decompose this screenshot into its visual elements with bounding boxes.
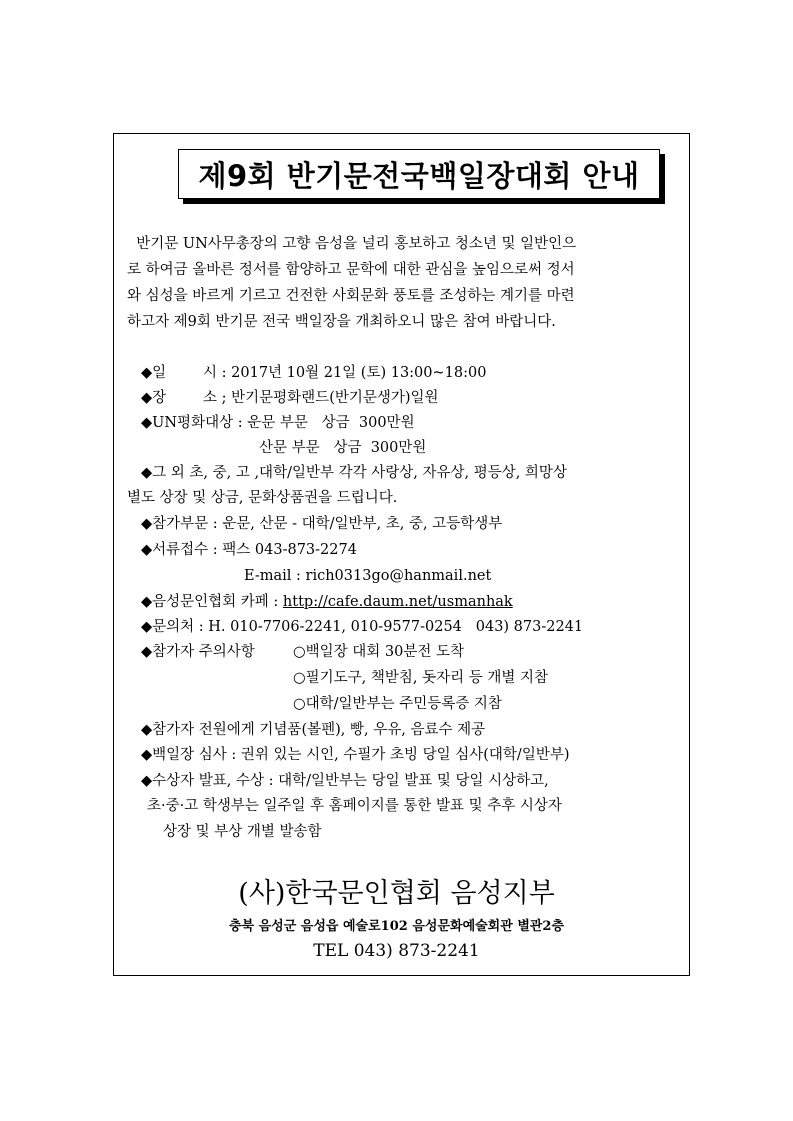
judging-line: ◆백일장 심사 : 권위 있는 시인, 수필가 초빙 당일 심사(대학/일반부) — [141, 747, 570, 763]
categories-line: ◆참가부문 : 운문, 산문 - 대학/일반부, 초, 중, 고등학생부 — [141, 516, 503, 532]
prize-other-line-2: 별도 상장 및 상금, 문화상품권을 드립니다. — [127, 490, 398, 506]
note-item: ○백일장 대회 30분전 도착 — [293, 644, 464, 660]
place-line: ◆장 소 ; 반기문평화랜드(반기문생가)일원 — [141, 390, 439, 406]
intro-line: 반기문 UN사무총장의 고향 음성을 널리 홍보하고 청소년 및 일반인으 — [127, 236, 577, 252]
date-line: ◆일 시 : 2017년 10월 21일 (토) 13:00~18:00 — [141, 365, 487, 381]
organization-tel: TEL 043) 873-2241 — [313, 941, 480, 961]
cafe-line — [141, 592, 513, 612]
prize-other-line: ◆그 외 초, 중, 고 ,대학/일반부 각각 사랑상, 자유상, 평등상, 희망상 — [141, 465, 567, 481]
organization-name: (사)한국문인협회 음성지부 — [238, 878, 555, 909]
intro-line: 하고자 제9회 반기문 전국 백일장을 개최하오니 많은 참여 바랍니다. — [127, 314, 556, 330]
awards-line-2: 초·중·고 학생부는 일주일 후 홈페이지를 통한 발표 및 추후 시상자 — [147, 798, 562, 814]
note-item: ○필기도구, 책받침, 돗자리 등 개별 지참 — [293, 670, 549, 686]
cafe-label: ◆음성문인협회 카페 : — [141, 594, 283, 610]
organization-address: 충북 음성군 음성읍 예술로102 음성문화예술회관 별관2층 — [228, 919, 565, 934]
intro-paragraph — [127, 231, 672, 335]
awards-line: ◆수상자 발표, 수상 : 대학/일반부는 당일 발표 및 당일 시상하고, — [141, 773, 549, 789]
intro-line: 와 심성을 바르게 기르고 건전한 사회문화 풍토를 조성하는 계기를 마련 — [127, 288, 575, 304]
email-line: E-mail : rich0313go@hanmail.net — [244, 568, 492, 584]
submission-line: ◆서류접수 : 팩스 043-873-2274 — [141, 542, 357, 558]
gifts-line: ◆참가자 전원에게 기념품(볼펜), 빵, 우유, 음료수 제공 — [141, 722, 486, 738]
notes-label: ◆참가자 주의사항 — [141, 644, 255, 660]
contact-line: ◆문의처 : H. 010-7706-2241, 010-9577-0254 043) 873-2241 — [141, 619, 584, 635]
cafe-link[interactable]: http://cafe.daum.net/usmanhak — [282, 594, 513, 610]
page-title: 제9회 반기문전국백일장대회 안내 — [198, 158, 640, 193]
prize-main-line: ◆UN평화대상 : 운문 부문 상금 300만원 — [141, 415, 415, 431]
intro-line: 로 하여금 올바른 정서를 함양하고 문학에 대한 관심을 높임으로써 정서 — [127, 262, 575, 278]
prize-main-line-2: 산문 부문 상금 300만원 — [259, 440, 427, 456]
awards-line-3: 상장 및 부상 개별 발송함 — [163, 824, 322, 840]
note-item: ○대학/일반부는 주민등록증 지참 — [293, 696, 502, 712]
title-box — [178, 149, 660, 199]
